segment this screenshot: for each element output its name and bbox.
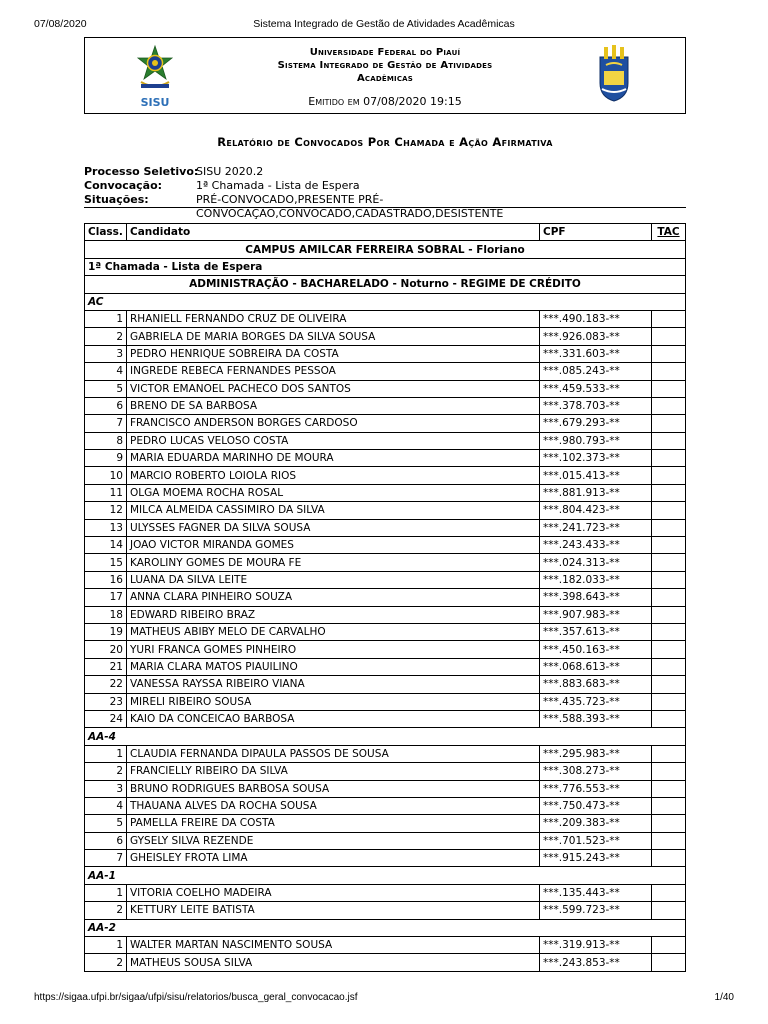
group-row [85,728,686,745]
tac-cell [652,815,686,832]
tac-cell [652,484,686,501]
group-name: AA-4 [85,728,686,745]
classificacao-cell: 16 [85,571,127,588]
report-metadata [84,165,686,220]
classificacao-cell: 5 [85,380,127,397]
ufpi-shield-icon [597,45,631,103]
classificacao-cell: 6 [85,397,127,414]
cpf-cell: ***.398.643-** [540,589,652,606]
tac-cell [652,450,686,467]
table-header-row [85,224,686,241]
table-row [85,450,686,467]
campus-name: CAMPUS AMILCAR FERREIRA SOBRAL - Floriano [85,241,686,258]
candidato-cell: VITORIA COELHO MADEIRA [127,884,540,901]
candidato-cell: LUANA DA SILVA LEITE [127,571,540,588]
candidato-cell: FRANCIELLY RIBEIRO DA SILVA [127,763,540,780]
classificacao-cell: 4 [85,797,127,814]
candidato-cell: PEDRO LUCAS VELOSO COSTA [127,432,540,449]
cpf-cell: ***.883.683-** [540,676,652,693]
candidato-cell: MILCA ALMEIDA CASSIMIRO DA SILVA [127,502,540,519]
candidato-cell: MARIA CLARA MATOS PIAUILINO [127,658,540,675]
classificacao-cell: 11 [85,484,127,501]
cpf-cell: ***.182.033-** [540,571,652,588]
print-date: 07/08/2020 [34,18,87,30]
cpf-cell: ***.459.533-** [540,380,652,397]
tac-cell [652,554,686,571]
classificacao-cell: 6 [85,832,127,849]
table-row [85,693,686,710]
candidato-cell: ULYSSES FAGNER DA SILVA SOUSA [127,519,540,536]
cpf-cell: ***.701.523-** [540,832,652,849]
table-row [85,641,686,658]
classificacao-cell: 5 [85,815,127,832]
candidato-cell: THAUANA ALVES DA ROCHA SOUSA [127,797,540,814]
institution-header [84,37,686,114]
cpf-cell: ***.024.313-** [540,554,652,571]
group-row [85,293,686,310]
table-row [85,571,686,588]
convocados-table [84,223,686,972]
tac-cell [652,623,686,640]
tac-cell [652,328,686,345]
classificacao-cell: 15 [85,554,127,571]
candidato-cell: INGREDE REBECA FERNANDES PESSOA [127,363,540,380]
page-url: https://sigaa.ufpi.br/sigaa/ufpi/sisu/relatorios/busca_geral_convocacao.jsf [34,992,358,1003]
candidato-cell: GABRIELA DE MARIA BORGES DA SILVA SOUSA [127,328,540,345]
convocacao-value: 1ª Chamada - Lista de Espera [196,179,360,192]
cpf-cell: ***.331.603-** [540,345,652,362]
cpf-cell: ***.881.913-** [540,484,652,501]
table-row [85,589,686,606]
table-row [85,780,686,797]
tac-cell [652,658,686,675]
candidato-cell: WALTER MARTAN NASCIMENTO SOUSA [127,937,540,954]
tac-cell [652,884,686,901]
table-row [85,502,686,519]
tac-cell [652,363,686,380]
table-row [85,606,686,623]
convocacao-label: Convocação: [84,179,163,192]
classificacao-cell: 14 [85,537,127,554]
sisu-label: SISU [140,96,170,108]
classificacao-cell: 2 [85,954,127,971]
classificacao-cell: 1 [85,884,127,901]
classificacao-cell: 22 [85,676,127,693]
tac-cell [652,850,686,867]
classificacao-cell: 12 [85,502,127,519]
group-name: AA-2 [85,919,686,936]
classificacao-cell: 2 [85,902,127,919]
emitted-date: Emitido em 07/08/2020 19:15 [308,95,462,108]
cpf-cell: ***.599.723-** [540,902,652,919]
classificacao-cell: 3 [85,780,127,797]
candidato-cell: KETTURY LEITE BATISTA [127,902,540,919]
tac-cell [652,710,686,727]
situacoes-value: PRÉ-CONVOCADO,PRESENTE PRÉ-CONVOCAÇÃO,CONVOCADO,CADASTRADO,DESISTENTE [196,193,504,220]
cpf-cell: ***.357.613-** [540,623,652,640]
print-title: Sistema Integrado de Gestão de Atividades Acadêmicas [253,18,515,30]
classificacao-cell: 20 [85,641,127,658]
candidato-cell: OLGA MOEMA ROCHA ROSAL [127,484,540,501]
cpf-cell: ***.926.083-** [540,328,652,345]
candidato-cell: VANESSA RAYSSA RIBEIRO VIANA [127,676,540,693]
col-class: Class. [85,224,127,241]
table-row [85,954,686,971]
situacoes-label: Situações: [84,193,149,206]
tac-cell [652,380,686,397]
classificacao-cell: 2 [85,763,127,780]
cpf-cell: ***.435.723-** [540,693,652,710]
table-row [85,328,686,345]
tac-cell [652,310,686,327]
classificacao-cell: 4 [85,363,127,380]
university-name: Universidade Federal do Piauí Sistema Integrado de Gestão de Atividades Acadêmicas [277,47,493,84]
classificacao-cell: 18 [85,606,127,623]
cpf-cell: ***.750.473-** [540,797,652,814]
tac-cell [652,937,686,954]
tac-cell [652,780,686,797]
cpf-cell: ***.209.383-** [540,815,652,832]
cpf-cell: ***.588.393-** [540,710,652,727]
cpf-cell: ***.907.983-** [540,606,652,623]
candidato-cell: PEDRO HENRIQUE SOBREIRA DA COSTA [127,345,540,362]
tac-cell [652,432,686,449]
tac-cell [652,397,686,414]
cpf-cell: ***.804.423-** [540,502,652,519]
cpf-cell: ***.308.273-** [540,763,652,780]
classificacao-cell: 13 [85,519,127,536]
classificacao-cell: 3 [85,345,127,362]
classificacao-cell: 10 [85,467,127,484]
candidato-cell: CLAUDIA FERNANDA DIPAULA PASSOS DE SOUSA [127,745,540,762]
tac-cell [652,415,686,432]
classificacao-cell: 1 [85,937,127,954]
table-row [85,658,686,675]
candidato-cell: BRENO DE SA BARBOSA [127,397,540,414]
table-row [85,797,686,814]
group-row [85,919,686,936]
processo-value: SISU 2020.2 [196,165,264,178]
table-row [85,832,686,849]
classificacao-cell: 1 [85,745,127,762]
classificacao-cell: 23 [85,693,127,710]
report-title: Relatório de Convocados Por Chamada e Ação Afirmativa [217,135,553,149]
col-candidato: Candidato [127,224,540,241]
table-row [85,467,686,484]
candidato-cell: GYSELY SILVA REZENDE [127,832,540,849]
table-row [85,623,686,640]
classificacao-cell: 21 [85,658,127,675]
tac-cell [652,745,686,762]
candidato-cell: EDWARD RIBEIRO BRAZ [127,606,540,623]
tac-cell [652,693,686,710]
cpf-cell: ***.102.373-** [540,450,652,467]
classificacao-cell: 19 [85,623,127,640]
tac-cell [652,606,686,623]
print-footer [34,992,734,1006]
classificacao-cell: 17 [85,589,127,606]
cpf-cell: ***.450.163-** [540,641,652,658]
candidato-cell: FRANCISCO ANDERSON BORGES CARDOSO [127,415,540,432]
campus-row [85,241,686,258]
candidato-cell: KAIO DA CONCEICAO BARBOSA [127,710,540,727]
candidato-cell: ANNA CLARA PINHEIRO SOUZA [127,589,540,606]
table-row [85,519,686,536]
candidato-cell: RHANIELL FERNANDO CRUZ DE OLIVEIRA [127,310,540,327]
cpf-cell: ***.135.443-** [540,884,652,901]
col-tac[interactable]: TAC [652,224,686,241]
table-row [85,815,686,832]
tac-cell [652,676,686,693]
table-row [85,676,686,693]
tac-cell [652,571,686,588]
cpf-cell: ***.319.913-** [540,937,652,954]
tac-cell [652,519,686,536]
table-row [85,537,686,554]
cpf-cell: ***.980.793-** [540,432,652,449]
page-number: 1/40 [714,992,734,1003]
cpf-cell: ***.776.553-** [540,780,652,797]
cpf-cell: ***.243.433-** [540,537,652,554]
processo-label: Processo Seletivo: [84,165,199,178]
tac-cell [652,954,686,971]
table-row [85,345,686,362]
cpf-cell: ***.241.723-** [540,519,652,536]
curso-name: ADMINISTRAÇÃO - BACHARELADO - Noturno - REGIME DE CRÉDITO [85,276,686,293]
group-name: AA-1 [85,867,686,884]
tac-cell [652,832,686,849]
tac-cell [652,902,686,919]
classificacao-cell: 7 [85,850,127,867]
cpf-cell: ***.295.983-** [540,745,652,762]
tac-cell [652,502,686,519]
tac-cell [652,641,686,658]
table-row [85,415,686,432]
table-row [85,484,686,501]
table-row [85,710,686,727]
col-cpf: CPF [540,224,652,241]
table-row [85,397,686,414]
candidato-cell: MIRELI RIBEIRO SOUSA [127,693,540,710]
curso-row [85,276,686,293]
print-header [34,18,734,32]
tac-cell [652,537,686,554]
table-row [85,902,686,919]
table-row [85,884,686,901]
candidato-cell: MARIA EDUARDA MARINHO DE MOURA [127,450,540,467]
candidato-cell: YURI FRANCA GOMES PINHEIRO [127,641,540,658]
classificacao-cell: 2 [85,328,127,345]
candidato-cell: MATHEUS SOUSA SILVA [127,954,540,971]
cpf-cell: ***.068.613-** [540,658,652,675]
chamada-name: 1ª Chamada - Lista de Espera [85,258,686,275]
cpf-cell: ***.243.853-** [540,954,652,971]
candidato-cell: PAMELLA FREIRE DA COSTA [127,815,540,832]
cpf-cell: ***.679.293-** [540,415,652,432]
candidato-cell: MATHEUS ABIBY MELO DE CARVALHO [127,623,540,640]
tac-cell [652,589,686,606]
classificacao-cell: 9 [85,450,127,467]
tac-cell [652,763,686,780]
chamada-row [85,258,686,275]
cpf-cell: ***.490.183-** [540,310,652,327]
candidato-cell: KAROLINY GOMES DE MOURA FE [127,554,540,571]
candidato-cell: JOAO VICTOR MIRANDA GOMES [127,537,540,554]
candidato-cell: VICTOR EMANOEL PACHECO DOS SANTOS [127,380,540,397]
cpf-cell: ***.085.243-** [540,363,652,380]
table-row [85,380,686,397]
classificacao-cell: 24 [85,710,127,727]
candidato-cell: BRUNO RODRIGUES BARBOSA SOUSA [127,780,540,797]
candidato-cell: GHEISLEY FROTA LIMA [127,850,540,867]
classificacao-cell: 1 [85,310,127,327]
table-row [85,850,686,867]
group-name: AC [85,293,686,310]
tac-cell [652,345,686,362]
group-row [85,867,686,884]
table-row [85,763,686,780]
classificacao-cell: 7 [85,415,127,432]
cpf-cell: ***.015.413-** [540,467,652,484]
table-row [85,432,686,449]
table-row [85,937,686,954]
cpf-cell: ***.915.243-** [540,850,652,867]
table-row [85,310,686,327]
candidato-cell: MARCIO ROBERTO LOIOLA RIOS [127,467,540,484]
table-row [85,363,686,380]
classificacao-cell: 8 [85,432,127,449]
table-row [85,745,686,762]
tac-cell [652,467,686,484]
cpf-cell: ***.378.703-** [540,397,652,414]
tac-cell [652,797,686,814]
table-row [85,554,686,571]
